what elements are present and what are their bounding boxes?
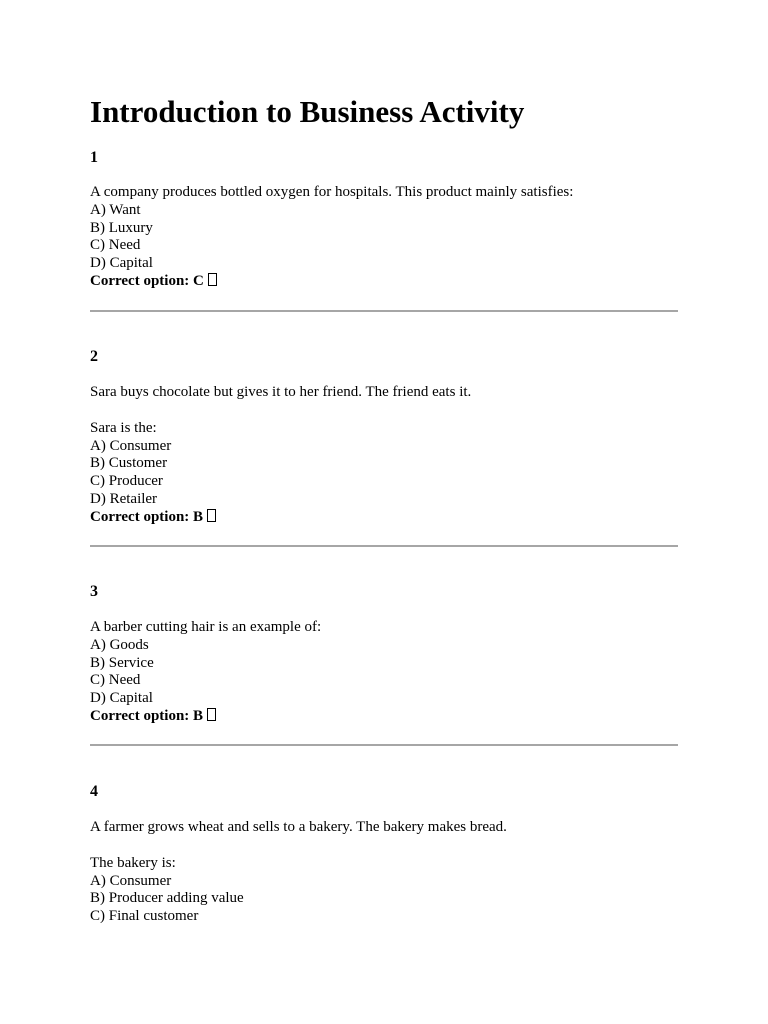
question-prompt: Sara buys chocolate but gives it to her friend. The friend eats it. [90,384,472,400]
correct-option-text: Correct option: B [90,508,204,525]
question-followup: Sara is the: [90,419,157,436]
question-number: 3 [90,583,98,600]
question-number: 2 [90,348,98,365]
question-4 [90,782,678,926]
question-1 [90,148,678,291]
option-c: C) Need [90,237,141,254]
option-c: C) Producer [90,473,163,490]
option-c: C) Need [90,672,141,689]
question-prompt: A company produces bottled oxygen for hospitals. This product mainly satisfies: [90,184,574,200]
question-number: 4 [90,783,98,800]
correct-option [90,273,678,291]
question-prompt: A barber cutting hair is an example of: [90,619,322,635]
missing-glyph-icon [208,273,217,286]
missing-glyph-icon [207,509,216,522]
question-2 [90,347,678,527]
option-b: B) Producer adding value [90,890,244,907]
page-title: Introduction to Business Activity [90,94,525,129]
option-c: C) Final customer [90,908,199,925]
option-a: A) Want [90,201,141,218]
question-followup: The bakery is: [90,854,176,871]
missing-glyph-icon [207,708,216,721]
option-d: D) Capital [90,255,153,272]
option-d: D) Retailer [90,490,158,507]
option-b: B) Luxury [90,219,153,236]
divider [90,744,678,746]
correct-option-text: Correct option: B [90,707,204,724]
divider [90,310,678,312]
option-b: B) Customer [90,455,168,472]
option-a: A) Goods [90,636,149,653]
correct-option [90,509,678,527]
question-number: 1 [90,149,98,166]
correct-option [90,708,678,726]
correct-option-text: Correct option: C [90,272,204,289]
option-b: B) Service [90,654,154,671]
option-a: A) Consumer [90,437,172,454]
option-d: D) Capital [90,690,153,707]
question-prompt: A farmer grows wheat and sells to a bakery. The bakery makes bread. [90,819,507,835]
question-3 [90,582,678,726]
option-a: A) Consumer [90,872,172,889]
divider [90,545,678,547]
